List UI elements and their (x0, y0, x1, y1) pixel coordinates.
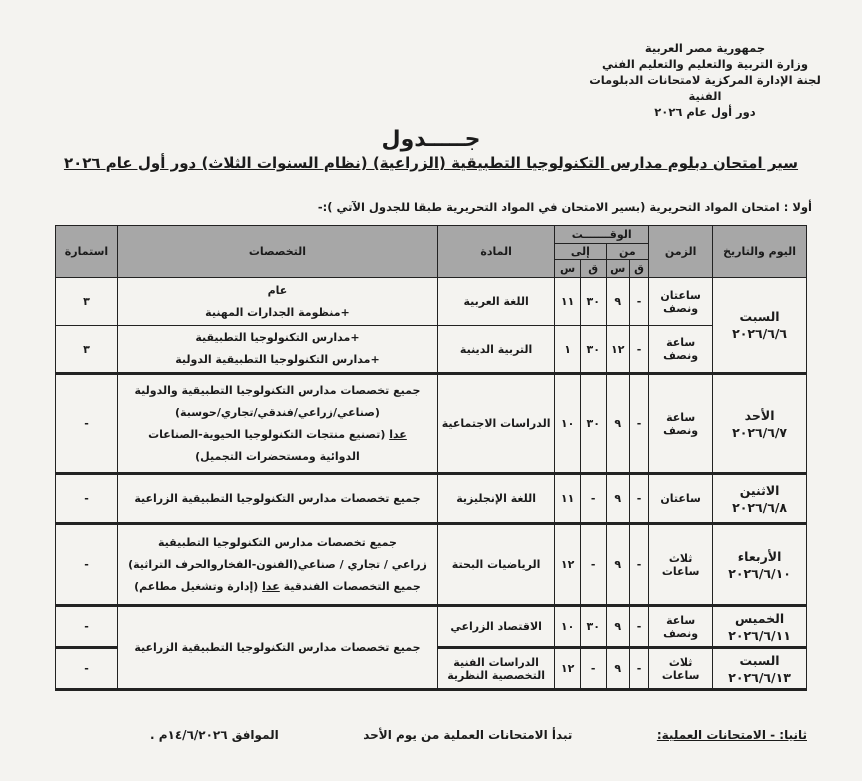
day-cell: الأربعاء ٢٠٢٦/٦/١٠ (713, 524, 807, 606)
from-s-cell: ٩ (606, 524, 629, 606)
from-s-cell: ٩ (606, 278, 629, 326)
col-from-q: ق (629, 260, 648, 278)
from-q-cell: - (629, 326, 648, 374)
col-to-s: س (555, 260, 581, 278)
col-time: الوقـــــــت (555, 226, 649, 244)
except-label: عدا (262, 579, 280, 593)
from-q-cell: - (629, 648, 648, 690)
form-cell: - (56, 374, 118, 474)
document-title (60, 127, 802, 172)
subject-cell: الدراسات الاجتماعية (437, 374, 554, 474)
from-s-cell: ٩ (606, 374, 629, 474)
col-from-s: س (606, 260, 629, 278)
from-q-cell: - (629, 278, 648, 326)
col-to: إلى (555, 244, 606, 260)
form-cell: - (56, 606, 118, 648)
day-cell: الخميس ٢٠٢٦/٦/١١ (713, 606, 807, 648)
specs-cell: جميع تخصصات مدارس التكنولوجيا التطبيقية زراعي / تجاري / صناعي(الفنون-الفخاروالحرف التراثية) جميع التخصصات الفندقية عدا (إدارة وتشغيل مطاعم) (117, 524, 437, 606)
col-specs: التخصصات (117, 226, 437, 278)
to-q-cell: - (580, 474, 606, 524)
header-ministry: وزارة التربية والتعليم والتعليم الفني (601, 57, 809, 71)
table-row (56, 524, 807, 606)
title-sub: سير امتحان دبلوم مدارس التكنولوجيا التطبيقية (الزراعية) (نظام السنوات الثلاث) دور أول عام ٢٠٢٦ (63, 154, 799, 172)
table-row (56, 326, 807, 374)
from-s-cell: ٩ (606, 474, 629, 524)
title-main: جـــــدول (381, 127, 481, 152)
to-q-cell: ٣٠ (580, 606, 606, 648)
footer-label: ثانيا: - الامتحانات العملية: (656, 728, 807, 742)
to-q-cell: ٣٠ (580, 326, 606, 374)
form-cell: ٣ (56, 326, 118, 374)
col-from: من (606, 244, 649, 260)
to-q-cell: - (580, 648, 606, 690)
to-s-cell: ١ (555, 326, 581, 374)
day-cell: الاثنين ٢٠٢٦/٦/٨ (713, 474, 807, 524)
to-s-cell: ١١ (555, 474, 581, 524)
from-q-cell: - (629, 474, 648, 524)
day-cell: السبت ٢٠٢٦/٦/١٣ (713, 648, 807, 690)
subject-cell: اللغة العربية (437, 278, 554, 326)
section-intro: أولا : امتحان المواد التحريرية (بسير الامتحان في المواد التحريرية طبقا للجدول الآتي ):- (317, 200, 812, 214)
specs-cell: +مدارس التكنولوجيا التطبيقية +مدارس التكنولوجيا التطبيقية الدولية (117, 326, 437, 374)
footer-date: الموافق ١٤/٦/٢٠٢٦م . (150, 728, 279, 742)
to-s-cell: ١٠ (555, 606, 581, 648)
from-q-cell: - (629, 524, 648, 606)
table-row (56, 278, 807, 326)
exam-schedule-table (55, 225, 807, 691)
duration-cell: ساعة ونصف (649, 606, 713, 648)
col-duration: الزمن (649, 226, 713, 278)
from-s-cell: ١٢ (606, 326, 629, 374)
col-day: اليوم والتاريخ (713, 226, 807, 278)
subject-cell: اللغة الإنجليزية (437, 474, 554, 524)
header-committee: لجنة الإدارة المركزية لامتحانات الدبلومات الفنية (589, 73, 821, 103)
specs-cell: جميع تخصصات مدارس التكنولوجيا التطبيقية والدولية (صناعي/زراعي/فندقي/تجاري/حوسبة) عدا (تصنيع منتجات التكنولوجيا الحيوية-الصناعات الدوائية ومستحضرات التجميل) (117, 374, 437, 474)
subject-cell: الدراسات الفنية التخصصية النظرية (437, 648, 554, 690)
duration-cell: ساعتان ونصف (649, 278, 713, 326)
to-q-cell: - (580, 524, 606, 606)
specs-cell: جميع تخصصات مدارس التكنولوجيا التطبيقية الزراعية (117, 606, 437, 690)
table-row (56, 374, 807, 474)
day-cell: السبت ٢٠٢٦/٦/٦ (713, 278, 807, 374)
except-label: عدا (389, 427, 407, 441)
day-cell: الأحد ٢٠٢٦/٦/٧ (713, 374, 807, 474)
to-s-cell: ١٢ (555, 524, 581, 606)
header-session: دور أول عام ٢٠٢٦ (654, 105, 756, 119)
issuer-header (580, 40, 830, 120)
from-q-cell: - (629, 374, 648, 474)
subject-cell: الاقتصاد الزراعي (437, 606, 554, 648)
form-cell: - (56, 524, 118, 606)
to-s-cell: ١٢ (555, 648, 581, 690)
form-cell: - (56, 648, 118, 690)
practical-exams-note (150, 728, 807, 742)
table-row (56, 606, 807, 648)
col-subject: المادة (437, 226, 554, 278)
duration-cell: ساعة ونصف (649, 326, 713, 374)
duration-cell: ساعتان (649, 474, 713, 524)
duration-cell: ثلاث ساعات (649, 524, 713, 606)
specs-cell: جميع تخصصات مدارس التكنولوجيا التطبيقية الزراعية (117, 474, 437, 524)
table-row (56, 474, 807, 524)
subject-cell: الرياضيات البحتة (437, 524, 554, 606)
from-s-cell: ٩ (606, 606, 629, 648)
to-s-cell: ١١ (555, 278, 581, 326)
col-form: استمارة (56, 226, 118, 278)
duration-cell: ساعة ونصف (649, 374, 713, 474)
from-q-cell: - (629, 606, 648, 648)
form-cell: - (56, 474, 118, 524)
specs-cell: عام +منظومة الجدارات المهنية (117, 278, 437, 326)
to-q-cell: ٣٠ (580, 374, 606, 474)
header-country: جمهورية مصر العربية (644, 41, 766, 55)
to-q-cell: ٣٠ (580, 278, 606, 326)
subject-cell: التربية الدينية (437, 326, 554, 374)
to-s-cell: ١٠ (555, 374, 581, 474)
from-s-cell: ٩ (606, 648, 629, 690)
form-cell: ٣ (56, 278, 118, 326)
duration-cell: ثلاث ساعات (649, 648, 713, 690)
col-to-q: ق (580, 260, 606, 278)
footer-text: تبدأ الامتحانات العملية من يوم الأحد (363, 728, 573, 742)
